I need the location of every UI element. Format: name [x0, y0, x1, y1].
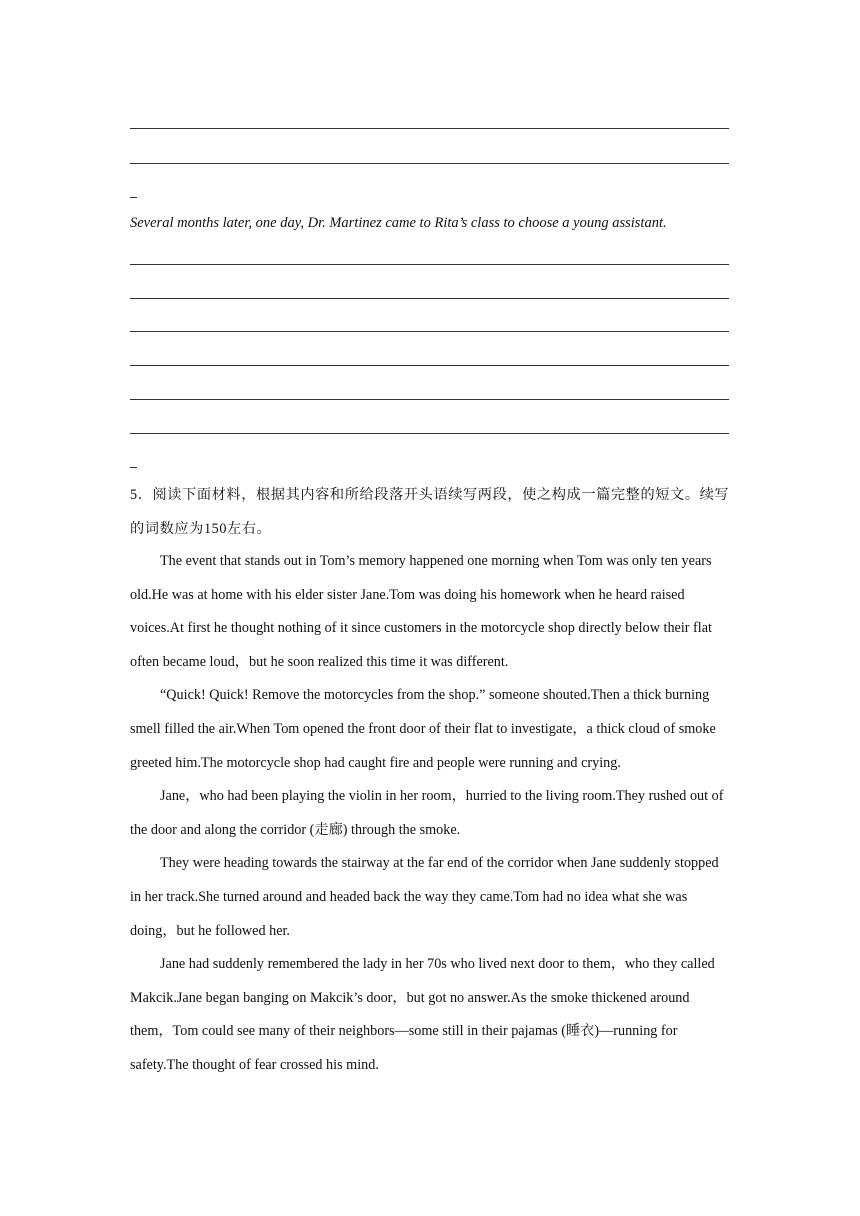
passage-paragraph: Jane had suddenly remembered the lady in her 70s who lived next door to them，who they called Makcik.Jane began banging on Makcik’s door，but got no answer.As the smoke thickened around them，Tom could see many of their neighbors—some still in their pajamas (睡衣)—running for safety.The thought of fear crossed his mind. [130, 956, 715, 1073]
answer-line [130, 163, 729, 164]
answer-line [130, 433, 729, 434]
continuation-prompt: Several months later, one day, Dr. Martinez came to Rita’s class to choose a young assistant. [130, 215, 667, 231]
question-instruction [130, 479, 730, 546]
passage [130, 545, 730, 1083]
answer-line-end [130, 197, 137, 198]
answer-line [130, 128, 729, 129]
passage-paragraph: “Quick! Quick! Remove the motorcycles from the shop.” someone shouted.Then a thick burning smell filled the air.When Tom opened the front door of their flat to investigate，a thick cloud of smoke greeted him.The motorcycle shop had caught fire and people were running and crying. [130, 687, 716, 771]
answer-line [130, 264, 729, 265]
question-text: 阅读下面材料，根据其内容和所给段落开头语续写两段，使之构成一篇完整的短文。续写的词数应为150左右。 [130, 487, 730, 537]
answer-line [130, 365, 729, 366]
passage-paragraph: The event that stands out in Tom’s memory happened one morning when Tom was only ten years old.He was at home with his elder sister Jane.Tom was doing his homework when he heard raised voices.At first he thought nothing of it since customers in the motorcycle shop directly below their flat often became loud，but he soon realized this time it was different. [130, 553, 712, 670]
question-number: 5． [130, 487, 153, 503]
answer-line [130, 331, 729, 332]
answer-line [130, 298, 729, 299]
passage-paragraph: Jane，who had been playing the violin in her room，hurried to the living room.They rushed out of the door and along the corridor (走廊) through the smoke. [130, 788, 724, 838]
answer-line [130, 399, 729, 400]
passage-paragraph: They were heading towards the stairway at the far end of the corridor when Jane suddenly stopped in her track.She turned around and headed back the way they came.Tom had no idea what she was doing，but he followed her. [130, 855, 719, 939]
answer-line-end [130, 467, 137, 468]
